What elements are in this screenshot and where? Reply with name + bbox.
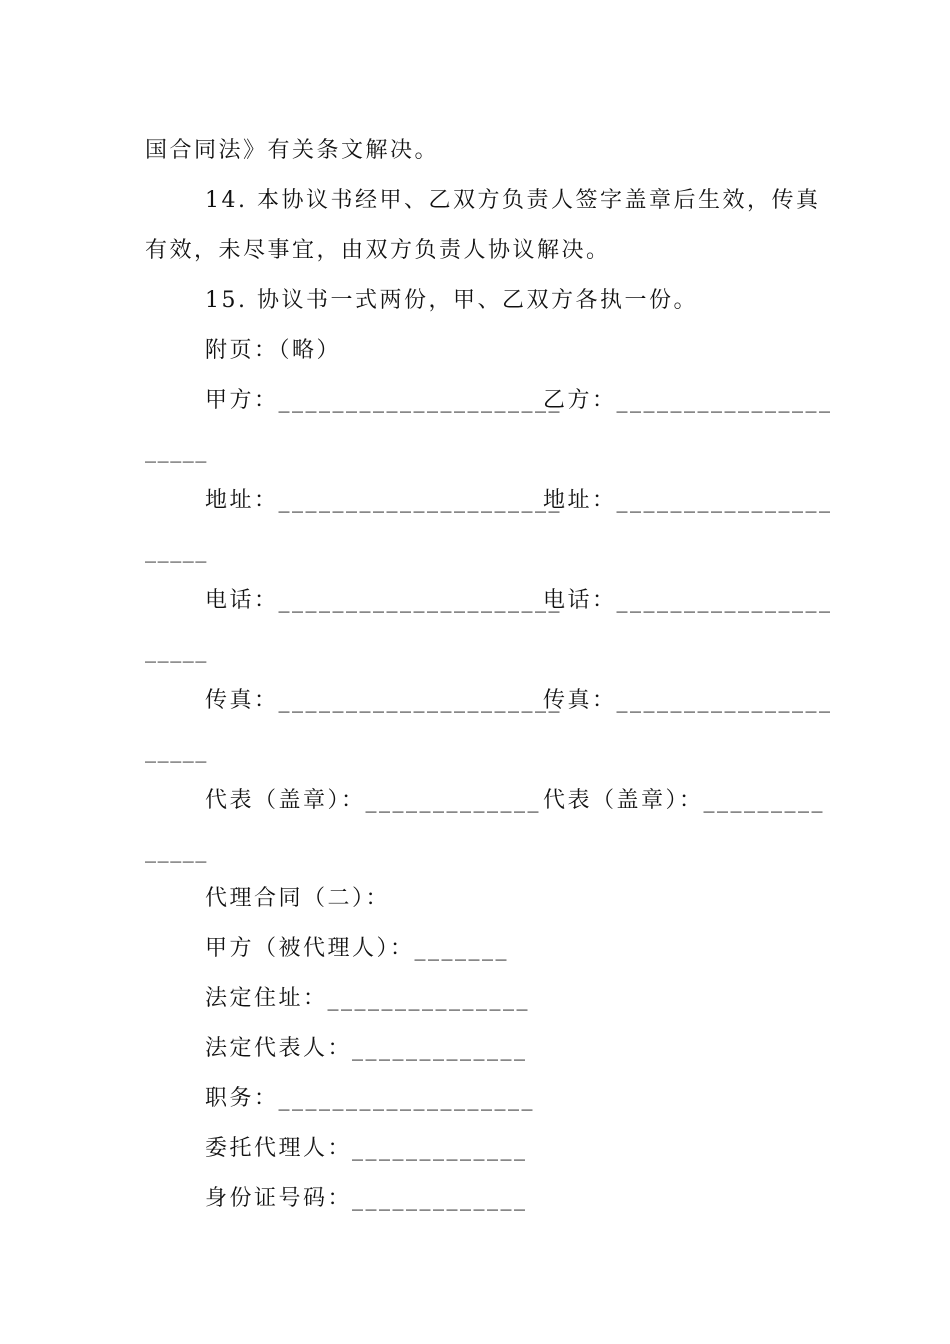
party-b-representative-field: 代表（盖章）：_________ — [543, 788, 826, 813]
paragraph-line: 国合同法》有关条文解决。 — [145, 138, 440, 163]
party-b-fax-field: 传真：________________ — [543, 688, 833, 713]
appendix-note: 附页：（略） — [205, 338, 342, 363]
party-b-phone-field: 电话：________________ — [543, 588, 833, 613]
clause-15: 15. 协议书一式两份，甲、乙双方各执一份。 — [205, 288, 698, 313]
party-b-phone-field-tail: _____ — [145, 638, 208, 663]
party-b-representative-field-tail: _____ — [145, 838, 208, 863]
clause-14-line-2: 有效，未尽事宜，由双方负责人协议解决。 — [145, 238, 611, 263]
position-field: 职务：___________________ — [205, 1086, 536, 1111]
party-b-name-field: 乙方：________________ — [543, 388, 833, 413]
id-number-field: 身份证号码：_____________ — [205, 1186, 528, 1211]
party-a-name-field: 甲方：_____________________ — [205, 388, 563, 413]
legal-address-field: 法定住址：_______________ — [205, 986, 531, 1011]
entrusted-agent-field: 委托代理人：_____________ — [205, 1136, 528, 1161]
party-b-fax-field-tail: _____ — [145, 738, 208, 763]
party-b-name-field-tail: _____ — [145, 438, 208, 463]
party-b-address-field-tail: _____ — [145, 538, 208, 563]
clause-14-line-1: 14. 本协议书经甲、乙双方负责人签字盖章后生效，传真 — [205, 188, 821, 213]
contract-2-title: 代理合同（二）： — [205, 886, 391, 911]
party-a-representative-field: 代表（盖章）：_____________ — [205, 788, 542, 813]
party-a-address-field: 地址：_____________________ — [205, 488, 563, 513]
party-b-address-field: 地址：________________ — [543, 488, 833, 513]
legal-representative-field: 法定代表人：_____________ — [205, 1036, 528, 1061]
party-a-fax-field: 传真：_____________________ — [205, 688, 563, 713]
principal-field: 甲方（被代理人）：_______ — [205, 936, 510, 961]
party-a-phone-field: 电话：_____________________ — [205, 588, 563, 613]
